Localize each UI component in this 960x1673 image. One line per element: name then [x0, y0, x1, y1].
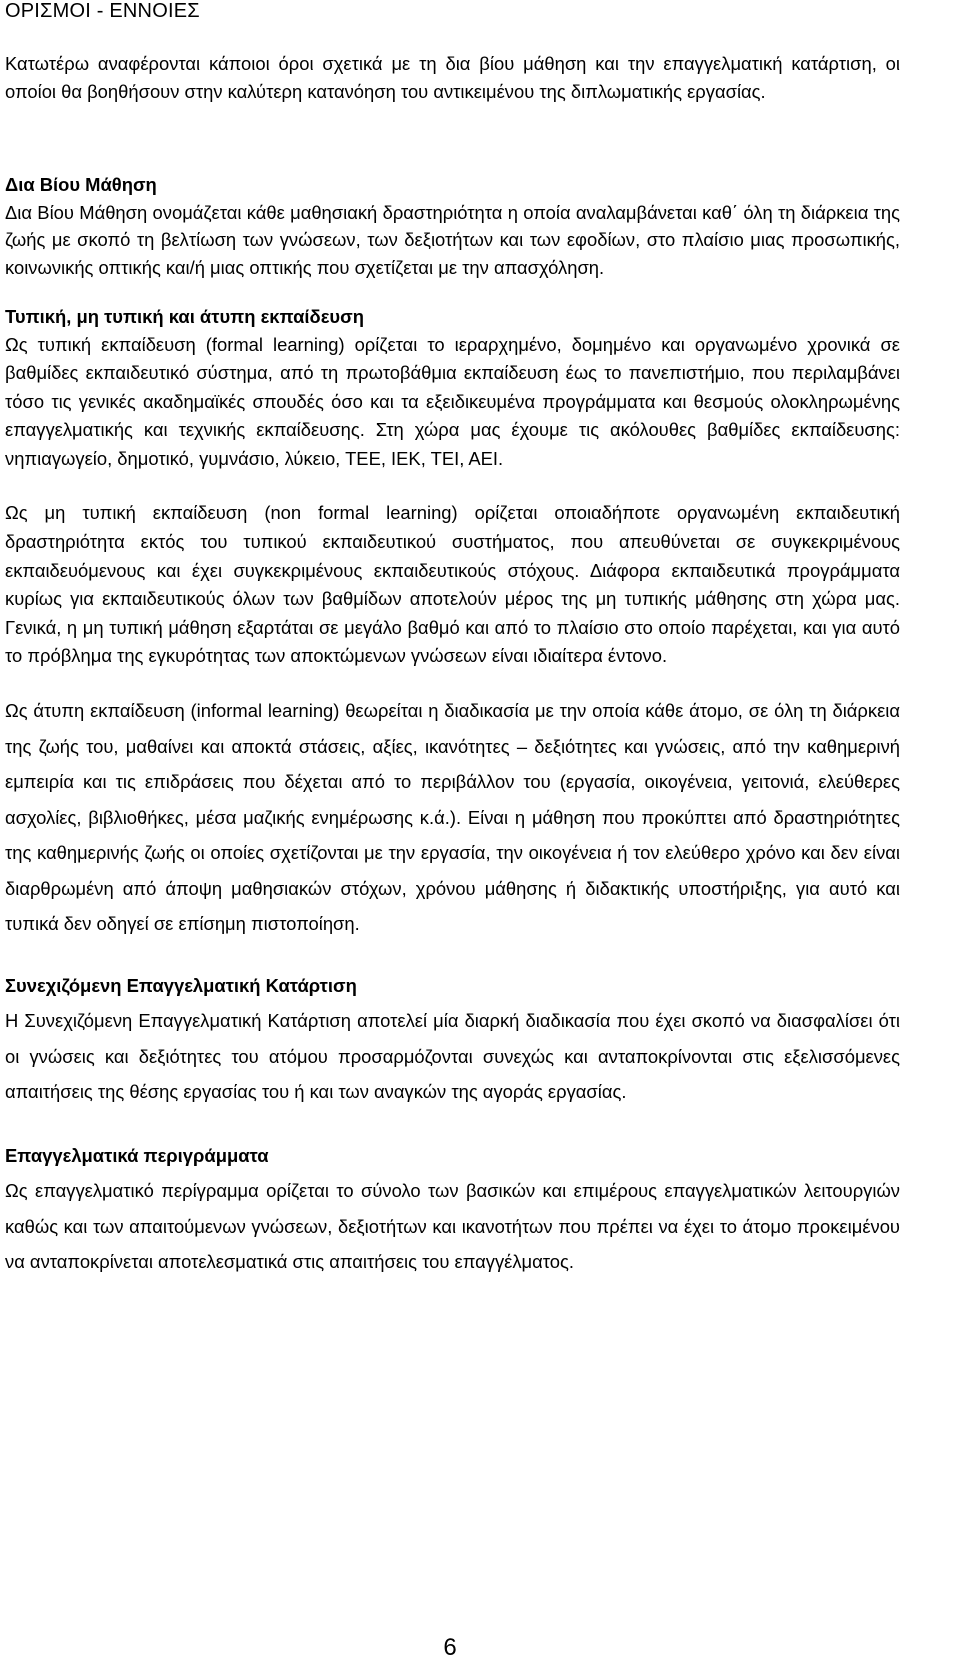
section-continuing-vocational-training [5, 968, 900, 1110]
section-paragraph: Ως τυπική εκπαίδευση (formal learning) ορίζεται το ιεραρχημένο, δομημένο και οργανωμένο χρονικά σε βαθμίδες εκπαιδευτικό σύστημα, από τη πρωτοβάθμια εκπαίδευση έως το πανεπιστήμιο, που περιλαμβάνει τόσο τις γενικές ακαδημαϊκές σπουδές όσο και τα εξειδικευμένα προγράμματα και θεσμούς ολοκληρωμένης επαγγελματικής και τεχνικής εκπαίδευσης. Στη χώρα μας έχουμε τις ακόλουθες βαθμίδες εκπαίδευσης: νηπιαγωγείο, δημοτικό, γυμνάσιο, λύκειο, ΤΕΕ, ΙΕΚ, ΤΕΙ, ΑΕΙ. [5, 333, 900, 469]
section-heading: Τυπική, μη τυπική και άτυπη εκπαίδευση [5, 306, 364, 327]
intro-paragraph: Κατωτέρω αναφέρονται κάποιοι όροι σχετικά με τη δια βίου μάθηση και την επαγγελματική κατάρτιση, οι οποίοι θα βοηθήσουν στην καλύτερη κατανόηση του αντικειμένου της διπλωματικής εργασίας. [5, 53, 900, 102]
section-paragraph: Ως άτυπη εκπαίδευση (informal learning) θεωρείται η διαδικασία με την οποία κάθε άτομο, σε όλη τη διάρκεια της ζωής του, μαθαίνει και αποκτά στάσεις, αξίες, ικανότητες – δεξιότητες και γνώσεις, από την καθημερινή εμπειρία και τις επιδράσεις που δέχεται από το περιβάλλον του (εργασία, οικογένεια, γειτονιά, ελεύθερες ασχολίες, βιβλιοθήκες, μέσα μαζικής ενημέρωσης κ.ά.). Είναι η μάθηση που προκύπτει από δραστηριότητες της καθημερινής ζωής οι οποίες σχετίζονται με την εργασία, την οικογένεια ή τον ελεύθερο χρόνο και δεν είναι διαρθρωμένη από άποψη μαθησιακών στόχων, χρόνου μάθησης ή διδακτικής υποστήριξης, για αυτό και τυπικά δεν οδηγεί σε επίσημη πιστοποίηση. [5, 700, 900, 935]
document-body [5, 50, 900, 1280]
section-lifelong-learning [5, 171, 900, 281]
section-paragraph: Ως μη τυπική εκπαίδευση (non formal learning) ορίζεται οποιαδήποτε οργανωμένη εκπαιδευτική δραστηριότητα εκτός του τυπικού εκπαιδευτικού συστήματος, που απευθύνεται σε συγκεκριμένους εκπαιδευόμενους και έχει συγκεκριμένους εκπαιδευτικούς στόχους. Διάφορα εκπαιδευτικά προγράμματα κυρίως για εκπαιδευτικούς όλων των βαθμίδων αποτελούν μέρος της μη τυπικής μάθησης στη χώρα μας. Γενικά, η μη τυπική μάθηση εξαρτάται σε μεγάλο βαθμό και από το πλαίσιο στο οποίο παρέχεται, και για αυτό το πρόβλημα της εγκυρότητας των αποκτώμενων γνώσεων είναι ιδιαίτερα έντονο. [5, 502, 900, 667]
page-number: 6 [443, 1634, 457, 1661]
section-education-types [5, 303, 900, 942]
section-paragraph: Ως επαγγελματικό περίγραμμα ορίζεται το σύνολο των βασικών και επιμέρους επαγγελματικών λειτουργιών καθώς και των απαιτούμενων γνώσεων, δεξιοτήτων και ικανοτήτων που πρέπει να έχει το άτομο προκειμένου να ανταποκρίνεται αποτελεσματικά στις απαιτήσεις του επαγγέλματος. [5, 1180, 900, 1273]
section-occupational-profiles [5, 1138, 900, 1280]
section-paragraph: Η Συνεχιζόμενη Επαγγελματική Κατάρτιση αποτελεί μία διαρκή διαδικασία που έχει σκοπό να διασφαλίσει ότι οι γνώσεις και δεξιότητες του ατόμου προσαρμόζονται συνεχώς και ανταποκρίνονται στις εξελισσόμενες απαιτήσεις της θέσης εργασίας του ή και των αναγκών της αγοράς εργασίας. [5, 1010, 900, 1103]
section-heading: Επαγγελματικά περιγράμματα [5, 1144, 269, 1166]
section-heading: Συνεχιζόμενη Επαγγελματική Κατάρτιση [5, 974, 357, 996]
section-heading: Δια Βίου Μάθηση [5, 174, 157, 195]
document-title: ΟΡΙΣΜΟΙ - ΕΝΝΟΙΕΣ [5, 0, 200, 22]
section-paragraph: Δια Βίου Μάθηση ονομάζεται κάθε μαθησιακή δραστηριότητα η οποία αναλαμβάνεται καθ΄ όλη τη διάρκεια της ζωής με σκοπό τη βελτίωση των γνώσεων, των δεξιοτήτων και των εφοδίων, στο πλαίσιο μιας προσωπικής, κοινωνικής οπτικής και/ή μιας οπτικής που σχετίζεται με την απασχόληση. [5, 201, 900, 278]
